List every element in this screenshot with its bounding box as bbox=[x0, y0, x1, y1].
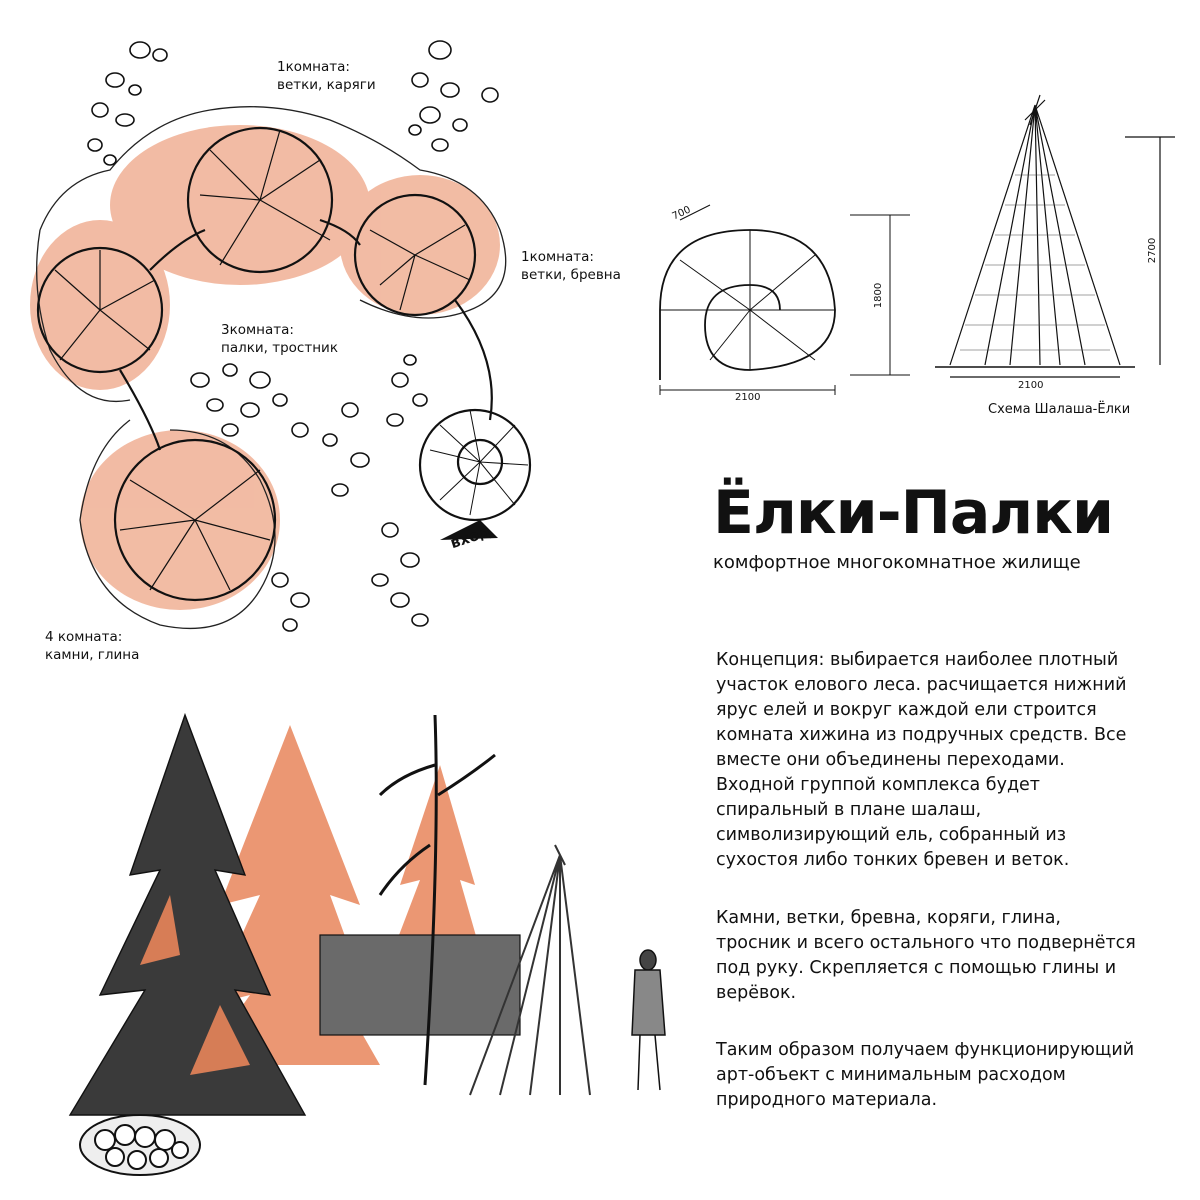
room3-label bbox=[221, 321, 338, 357]
shelter-plan-drawing bbox=[650, 200, 900, 400]
entrance-label: вход bbox=[448, 522, 494, 553]
room1-top-label-line2: ветки, каряги bbox=[277, 77, 376, 93]
concept-paragraph: Концепция: выбирается наиболее плотный участок елового леса. расчищается нижний ярус елей и вокруг каждой ели строится комната хижина из подручных средств. Все вместе они объединены переходами. Входной группой комплекса будет спиральный в плане шалаш, символизирующий ель, собранный из сухостоя либо тонких бревен и веток. bbox=[716, 650, 1127, 870]
elev-dim-height: 2700 bbox=[1147, 237, 1159, 264]
materials-paragraph: Камни, ветки, бревна, коряги, глина, тросник и всего остального что подвернётся под руку. Скрепляется с помощью глины и верёвок. bbox=[716, 908, 1136, 1003]
room4-label-line2: камни, глина bbox=[45, 647, 140, 663]
drawing-caption: Схема Шалаша-Ёлки bbox=[988, 402, 1131, 417]
plan-dim-small: 700 bbox=[670, 204, 693, 223]
elev-dim-width: 2100 bbox=[1018, 380, 1044, 391]
forest-perspective-sketch bbox=[20, 705, 700, 1195]
conclusion-paragraph: Таким образом получаем функционирующий арт-объект с минимальным расходом природного материала. bbox=[716, 1040, 1135, 1110]
room1-top-label bbox=[277, 58, 376, 94]
room1-top-label-line1: 1комната: bbox=[277, 59, 350, 75]
room3-label-line2: палки, тростник bbox=[221, 340, 338, 356]
page-title: Ёлки-Палки bbox=[713, 478, 1114, 548]
plan-dim-height: 1800 bbox=[873, 282, 885, 309]
room4-label-line1: 4 комната: bbox=[45, 629, 123, 645]
shelter-elevation-drawing bbox=[935, 95, 1175, 385]
plan-dim-width: 2100 bbox=[735, 392, 761, 403]
room4-label bbox=[45, 628, 139, 664]
room3-label-line1: 3комната: bbox=[221, 322, 294, 338]
room1-right-label bbox=[521, 248, 621, 284]
room1-right-label-line2: ветки, бревна bbox=[521, 267, 621, 283]
page-subtitle: комфортное многокомнатное жилище bbox=[713, 552, 1081, 573]
room1-right-label-line1: 1комната: bbox=[521, 249, 594, 265]
